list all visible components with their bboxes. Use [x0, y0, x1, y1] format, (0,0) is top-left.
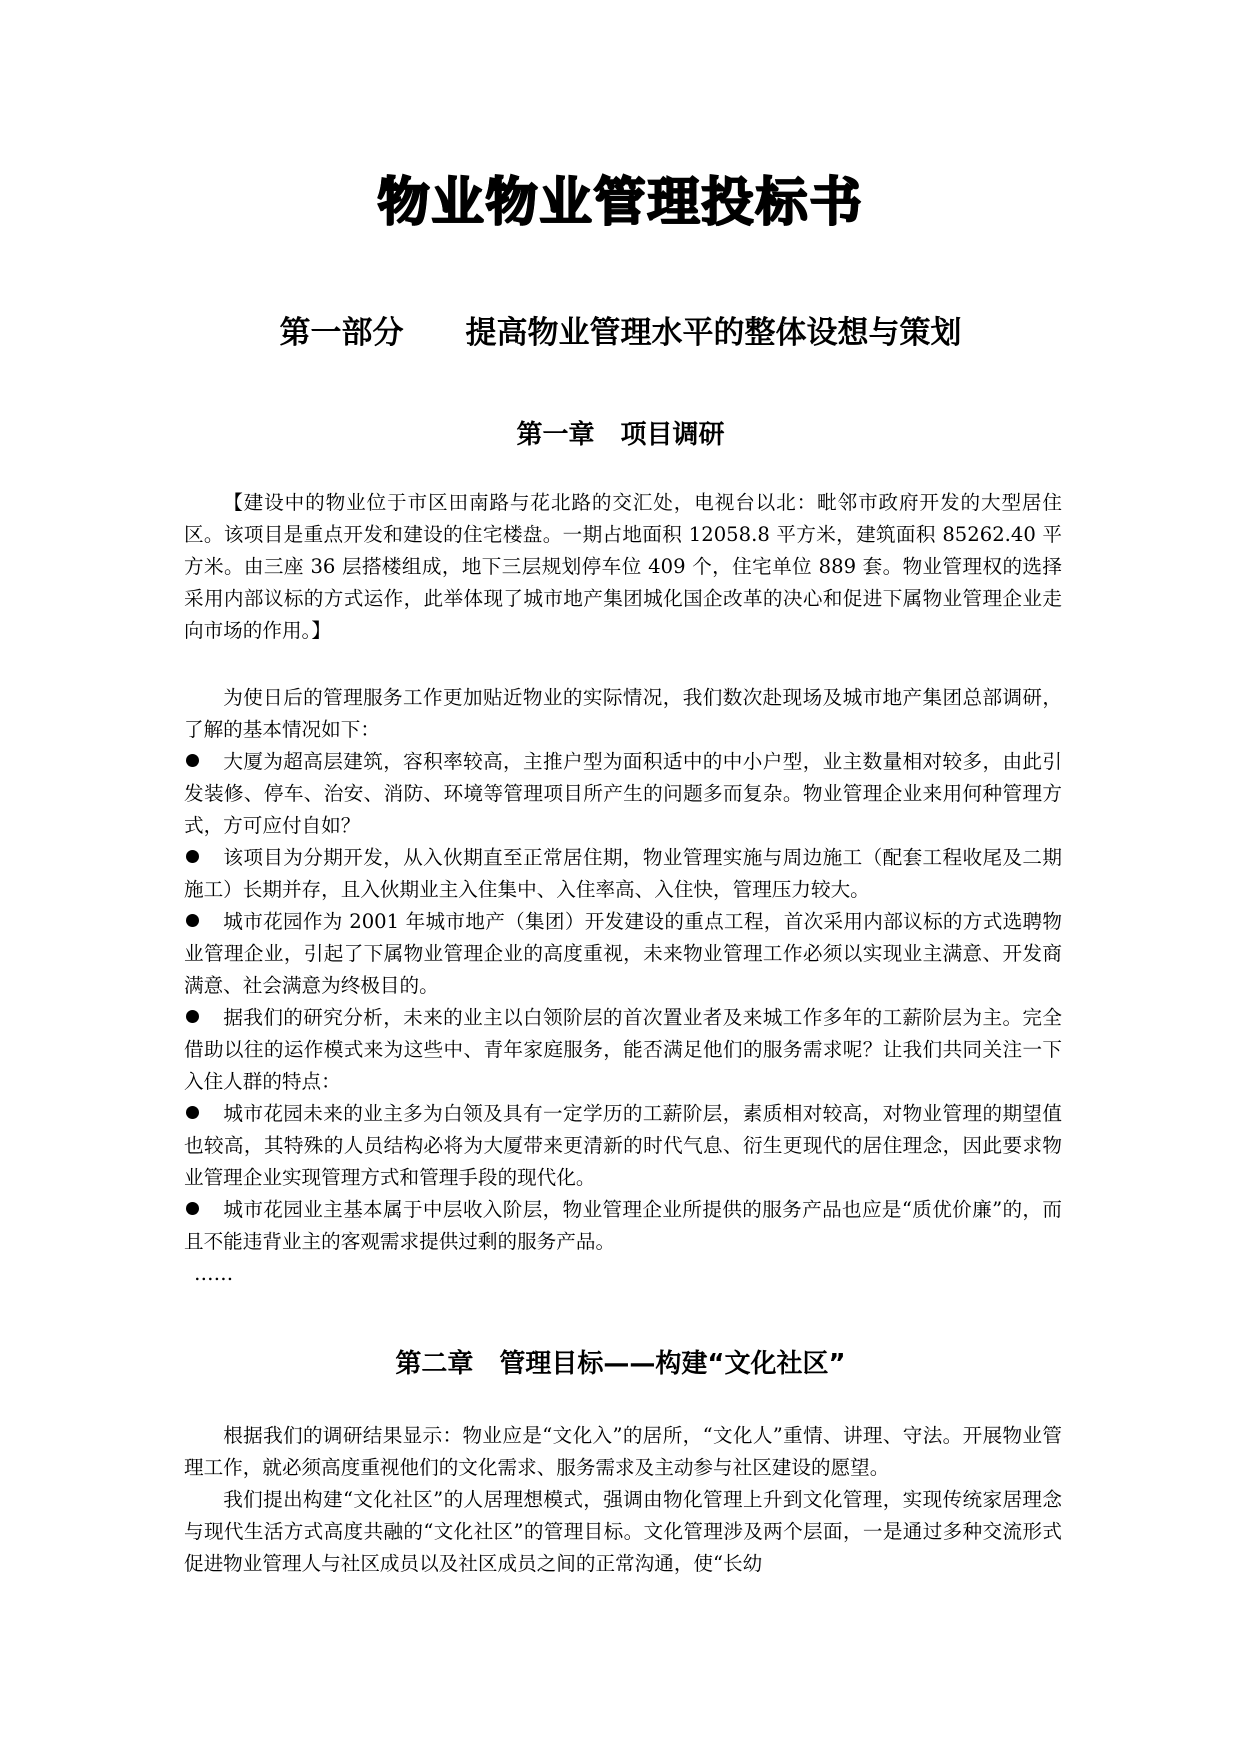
- bullet-item: [184, 746, 1062, 842]
- project-intro-section: [184, 487, 1062, 647]
- bullet-item: [184, 842, 1062, 906]
- chapter-2-heading: 第二章 管理目标——构建“文化社区”: [395, 1349, 846, 1379]
- bullet-dot-icon: [186, 914, 199, 927]
- bullet-dot-icon: [186, 754, 199, 767]
- bullet-text: 大厦为超高层建筑，容积率较高，主推户型为面积适中的中小户型，业主数量相对较多，由此引发装修、停车、治安、消防、环境等管理项目所产生的问题多而复杂。物业管理企业来用何种管理方式，方可应付自如？: [184, 750, 1062, 837]
- bullet-text: 该项目为分期开发，从入伙期直至正常居住期，物业管理实施与周边施工（配套工程收尾及二期施工）长期并存，且入伙期业主入住集中、入住率高、入住快，管理压力较大。: [184, 846, 1062, 901]
- bullet-item: [184, 1002, 1062, 1098]
- bullet-item: [184, 1098, 1062, 1194]
- bullet-text: 城市花园业主基本属于中层收入阶层，物业管理企业所提供的服务产品也应是“质优价廉”的，而且不能违背业主的客观需求提供过剩的服务产品。: [184, 1198, 1062, 1253]
- management-goal-section: [184, 1420, 1062, 1580]
- bullet-dot-icon: [186, 1010, 199, 1023]
- part-title: 第一部分 提高物业管理水平的整体设想与策划: [279, 315, 962, 351]
- project-intro-paragraph: 【建设中的物业位于市区田南路与花北路的交汇处，电视台以北：毗邻市政府开发的大型居住区。该项目是重点开发和建设的住宅楼盘。一期占地面积 12058.8 平方米，建筑面积 85262.40 平方米。由三座 36 层搭楼组成，地下三层规划停车位 409 个，住宅单位 889 套。物业管理权的选择采用内部议标的方式运作，此举体现了城市地产集团城化国企改革的决心和促进下属物业管理企业走向市场的作用。】: [184, 491, 1062, 642]
- survey-section: [184, 682, 1062, 1290]
- bullet-text: 城市花园作为 2001 年城市地产（集团）开发建设的重点工程，首次采用内部议标的方式选聘物业管理企业，引起了下属物业管理企业的高度重视，未来物业管理工作必须以实现业主满意、开发商满意、社会满意为终极目的。: [184, 910, 1062, 997]
- bullet-text: 据我们的研究分析，未来的业主以白领阶层的首次置业者及来城工作多年的工薪阶层为主。完全借助以往的运作模式来为这些中、青年家庭服务，能否满足他们的服务需求呢？让我们共同关注一下入住人群的特点：: [184, 1006, 1062, 1093]
- bullet-dot-icon: [186, 850, 199, 863]
- bullet-dot-icon: [186, 1202, 199, 1215]
- survey-lead-paragraph: 为使日后的管理服务工作更加贴近物业的实际情况，我们数次赴现场及城市地产集团总部调研，了解的基本情况如下：: [184, 686, 1062, 741]
- chapter-1-heading: 第一章 项目调研: [516, 420, 725, 450]
- bullet-dot-icon: [186, 1106, 199, 1119]
- ellipsis: ……: [194, 1262, 234, 1285]
- management-goal-paragraph: 我们提出构建“文化社区”的人居理想模式，强调由物化管理上升到文化管理，实现传统家居理念与现代生活方式高度共融的“文化社区”的管理目标。文化管理涉及两个层面，一是通过多种交流形式促进物业管理人与社区成员以及社区成员之间的正常沟通，使“长幼: [184, 1488, 1062, 1575]
- bullet-item: [184, 906, 1062, 1002]
- bullet-text: 城市花园未来的业主多为白领及具有一定学历的工薪阶层，素质相对较高，对物业管理的期望值也较高，其特殊的人员结构必将为大厦带来更清新的时代气息、衍生更现代的居住理念，因此要求物业管理企业实现管理方式和管理手段的现代化。: [184, 1102, 1062, 1189]
- document-title: 物业物业管理投标书: [377, 173, 864, 233]
- management-goal-paragraph: 根据我们的调研结果显示：物业应是“文化入”的居所，“文化人”重情、讲理、守法。开展物业管理工作，就必须高度重视他们的文化需求、服务需求及主动参与社区建设的愿望。: [184, 1424, 1062, 1479]
- bullet-item: [184, 1194, 1062, 1258]
